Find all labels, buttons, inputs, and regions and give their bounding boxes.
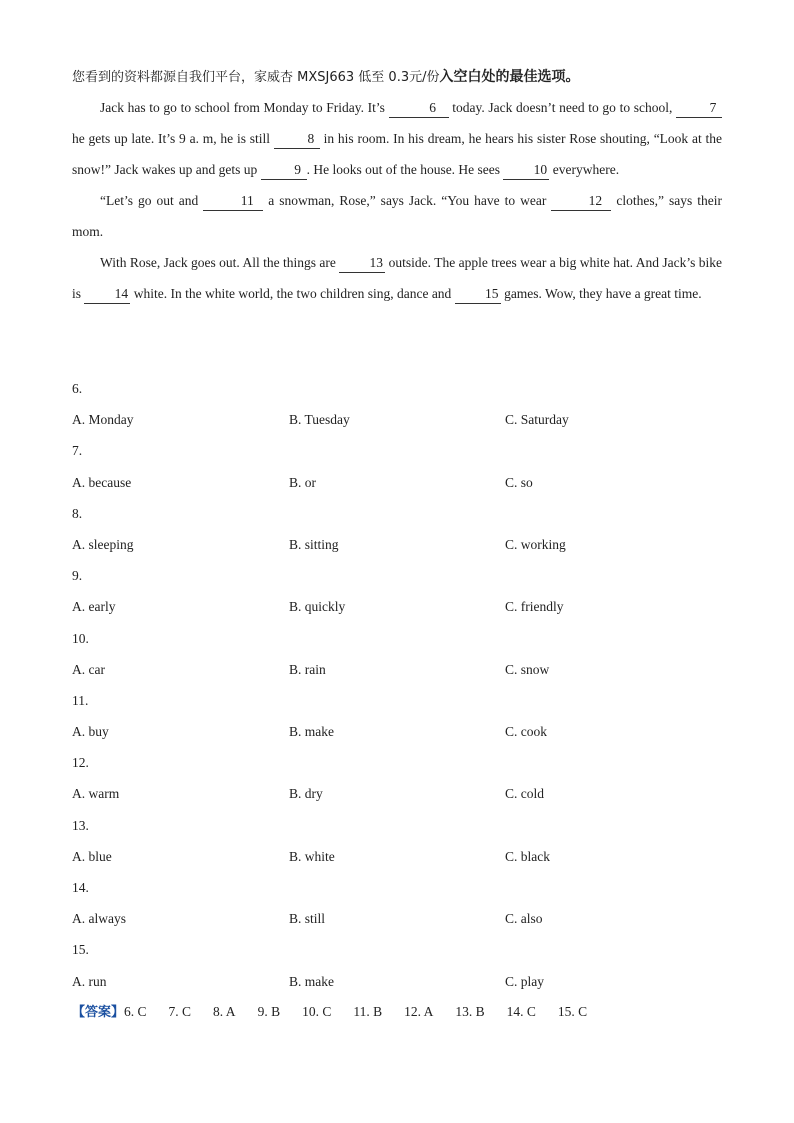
answer-item: 13. B (455, 1004, 485, 1019)
question-options (72, 841, 732, 872)
option-a: A. early (72, 599, 116, 615)
question-number: 7. (72, 443, 83, 459)
blank-9: 9 (261, 161, 307, 180)
passage-text: clothes,” says their mom. (72, 193, 722, 239)
question-list (72, 373, 732, 997)
option-c: C. Saturday (505, 412, 569, 428)
option-a: A. car (72, 661, 105, 677)
passage-text: in his room. In his dream, he hears his sister Rose shouting, “Look at the snow!” Jack wakes up and gets up (72, 131, 722, 177)
question-number: 15. (72, 942, 89, 958)
blank-8: 8 (274, 130, 320, 149)
passage-paragraph-1 (72, 92, 722, 185)
blank-7: 7 (676, 99, 722, 118)
answer-key (72, 1000, 732, 1025)
question-number: 14. (72, 880, 89, 895)
option-c: C. play (505, 973, 544, 989)
question-number: 6. (72, 381, 83, 396)
question-options (72, 467, 732, 498)
passage-text: “Let’s go out and (100, 193, 204, 208)
passage-text: outside. The apple trees wear a big white hat. And Jack’s bike is (72, 255, 722, 301)
blank-12: 12 (551, 192, 611, 211)
option-a: A. because (72, 474, 132, 490)
option-b: B. quickly (289, 599, 346, 615)
question-options (72, 716, 732, 747)
option-b: B. Tuesday (289, 412, 350, 428)
option-c: C. cook (505, 724, 547, 740)
blank-10: 10 (503, 161, 549, 180)
option-b: B. still (289, 911, 326, 927)
header-text: 您看到的资料都源自我们平台，家威杏 MXSJ663 低至 0.3元/份 (72, 70, 440, 85)
option-a: A. blue (72, 848, 112, 864)
cloze-passage (72, 92, 722, 309)
question-options (72, 966, 732, 997)
question-number: 10. (72, 630, 89, 646)
question-number: 8. (72, 505, 83, 521)
blank-14: 14 (84, 285, 130, 304)
passage-text: a snowman, Rose,” says Jack. “You have to wear (263, 193, 552, 208)
passage-text: Jack has to go to school from Monday to Friday. It’s (100, 100, 389, 115)
question-number: 9. (72, 568, 83, 584)
passage-text: . He looks out of the house. He sees (306, 162, 504, 177)
option-a: A. warm (72, 786, 120, 802)
answer-item: 7. C (168, 1004, 192, 1019)
option-c: C. friendly (505, 599, 564, 615)
answer-item: 12. A (404, 1004, 434, 1019)
header-line (72, 66, 732, 86)
answer-label: 【答案】 (72, 1005, 125, 1020)
passage-text: everywhere. (549, 162, 620, 177)
option-a: A. always (72, 911, 126, 927)
question-options (72, 529, 732, 560)
answer-item: 6. C (124, 1004, 147, 1019)
option-c: C. working (505, 536, 566, 552)
answer-item: 15. C (557, 1004, 588, 1019)
option-b: B. white (289, 848, 335, 864)
passage-text: he gets up late. It’s 9 a. m, he is still (72, 131, 274, 146)
answer-item: 11. B (353, 1004, 383, 1019)
option-a: A. Monday (72, 412, 134, 428)
option-b: B. sitting (289, 536, 339, 552)
passage-text: today. Jack doesn’t need to go to school, (448, 100, 676, 115)
question-options (72, 404, 732, 435)
answer-item: 10. C (302, 1004, 332, 1019)
option-c: C. also (505, 911, 543, 927)
option-a: A. sleeping (72, 536, 134, 552)
option-b: B. rain (289, 661, 326, 677)
question-number: 13. (72, 817, 89, 833)
option-b: B. dry (289, 786, 323, 802)
answer-item: 14. C (506, 1004, 536, 1019)
blank-11: 11 (203, 192, 263, 211)
blank-6: 6 (389, 99, 449, 118)
answer-item: 8. A (213, 1004, 236, 1019)
question-options (72, 591, 732, 622)
option-b: B. make (289, 724, 334, 740)
option-c: C. cold (505, 786, 544, 802)
passage-text: games. Wow, they have a great time. (500, 286, 702, 301)
question-number: 12. (72, 755, 89, 771)
question-options (72, 903, 732, 934)
option-b: B. or (289, 474, 316, 490)
option-c: C. snow (505, 661, 550, 677)
blank-15: 15 (455, 285, 501, 304)
option-c: C. so (505, 474, 533, 490)
option-c: C. black (505, 848, 550, 864)
passage-text: white. In the white world, the two children sing, dance and (130, 286, 455, 301)
option-b: B. make (289, 973, 334, 989)
option-a: A. buy (72, 724, 109, 740)
passage-text: With Rose, Jack goes out. All the things are (100, 255, 340, 270)
passage-paragraph-2 (72, 185, 722, 247)
option-a: A. run (72, 973, 107, 989)
question-options (72, 778, 732, 809)
question-options (72, 654, 732, 685)
passage-paragraph-3 (72, 247, 722, 309)
blank-13: 13 (339, 254, 385, 273)
answer-item: 9. B (257, 1004, 281, 1019)
header-instruction: 入空白处的最佳选项。 (439, 69, 580, 85)
question-number: 11. (72, 692, 89, 708)
